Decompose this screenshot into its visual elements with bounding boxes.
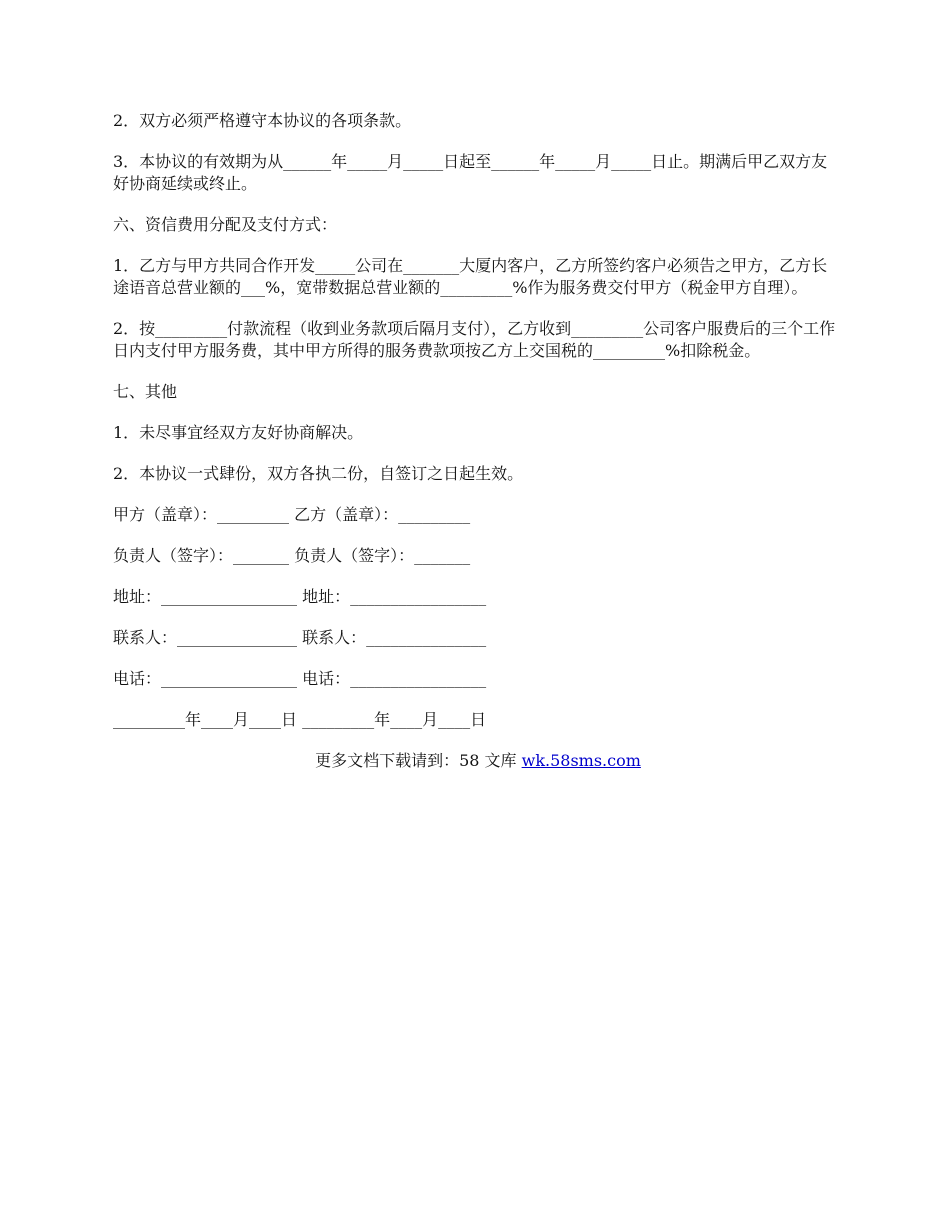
section-6-heading: 六、资信费用分配及支付方式： (113, 215, 338, 234)
section-7-heading: 七、其他 (113, 382, 178, 401)
section-6-clause-2: 2．按_________付款流程（收到业务款项后隔月支付），乙方收到_________公司客户服费后的三个工作日内支付甲方服务费，其中甲方所得的服务费款项按乙方上交国税的_________%扣除税金。 (113, 319, 836, 360)
signature-address-row: 地址：_________________ 地址：_________________ (113, 587, 487, 606)
clause-2-compliance: 2．双方必须严格遵守本协议的各项条款。 (113, 111, 412, 130)
section-7-clause-2: 2．本协议一式肆份，双方各执二份，自签订之日起生效。 (113, 464, 524, 483)
section-6-clause-1: 1．乙方与甲方共同合作开发_____公司在_______大厦内客户，乙方所签约客户必须告之甲方，乙方长途语音总营业额的___%，宽带数据总营业额的_________%作为服务费交付甲方（税金甲方自理）。 (113, 256, 828, 297)
signature-date-row: _________年____月____日 _________年____月____日 (113, 710, 487, 729)
clause-3-validity-period: 3．本协议的有效期为从______年_____月_____日起至______年_____月_____日止。期满后甲乙双方友好协商延续或终止。 (113, 152, 828, 193)
section-7-clause-1: 1．未尽事宜经双方友好协商解决。 (113, 423, 364, 442)
footer-text: 更多文档下载请到：58 文库 (315, 751, 522, 770)
signature-contact-row: 联系人：_______________ 联系人：_______________ (113, 628, 487, 647)
footer (113, 750, 843, 772)
signature-phone-row: 电话：_________________ 电话：_________________ (113, 669, 487, 688)
document-page (113, 110, 843, 772)
footer-link[interactable]: wk.58sms.com (521, 751, 641, 770)
signature-responsible-row: 负责人（签字）：_______ 负责人（签字）：_______ (113, 546, 471, 565)
signature-seal-row: 甲方（盖章）：_________ 乙方（盖章）：_________ (113, 505, 471, 524)
